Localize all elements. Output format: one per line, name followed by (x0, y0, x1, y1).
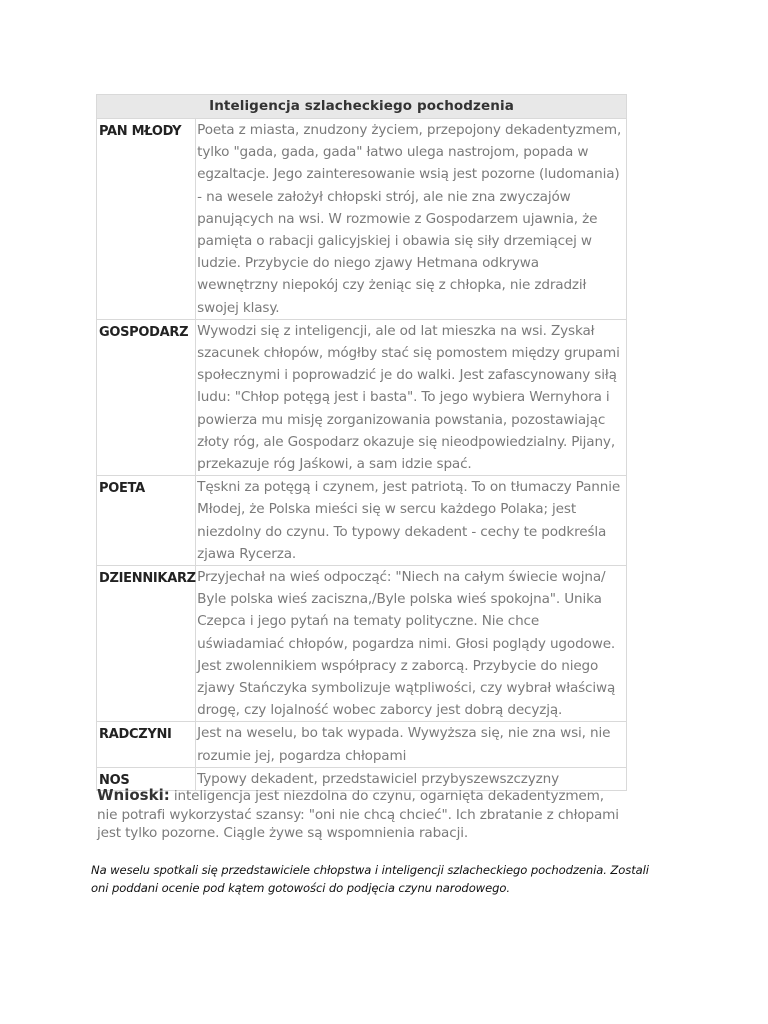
conclusion-text: inteligencja jest niezdolna do czynu, ogarnięta dekadentyzmem, nie potrafi wykorzystać szansy: "oni nie chcą chcieć". Ich zbratanie z chłopami jest tylko pozorne. Ciągle żywe są wspomnienia rabacji. (97, 788, 619, 841)
characters-table (96, 94, 627, 791)
table-title: Inteligencja szlacheckiego pochodzenia (97, 95, 627, 119)
character-description: Poeta z miasta, znudzony życiem, przepojony dekadentyzmem, tylko "gada, gada, gada" łatwo ulega nastrojom, popada w egzaltacje. Jego zainteresowanie wsią jest pozorne (ludomania) - na wesele założył chłopski strój, ale nie zna zwyczajów panujących na wsi. W rozmowie z Gospodarzem ujawnia, że pamięta o rabacji galicyjskiej i obawia się siły drzemiącej w ludzie. Przybycie do niego zjawy Hetmana odkrywa wewnętrzny niepokój czy żeniąc się z chłopka, nie zdradził swojej klasy. (196, 119, 627, 320)
character-name: GOSPODARZ (97, 319, 196, 475)
character-name: DZIENNIKARZ (97, 566, 196, 722)
table-row (97, 319, 627, 475)
footnote-text: Na weselu spotkali się przedstawiciele chłopstwa i inteligencji szlacheckiego pochodzenia. Zostali oni poddani ocenie pod kątem gotowości do podjęcia czynu narodowego. (91, 863, 649, 895)
conclusion-paragraph (97, 786, 622, 843)
character-name: RADCZYNI (97, 722, 196, 767)
table-row (97, 476, 627, 566)
table-row (97, 566, 627, 722)
character-name: NOS (97, 767, 196, 790)
table-row (97, 119, 627, 320)
table-row (97, 722, 627, 767)
table-header-row (97, 95, 627, 119)
character-description: Tęskni za potęgą i czynem, jest patriotą. To on tłumaczy Pannie Młodej, że Polska mieści się w sercu każdego Polaka; jest niezdolny do czynu. To typowy dekadent - cechy te podkreśla zjawa Rycerza. (196, 476, 627, 566)
character-description: Wywodzi się z inteligencji, ale od lat mieszka na wsi. Zyskał szacunek chłopów, mógłby stać się pomostem między grupami społecznymi i poprowadzić je do walki. Jest zafascynowany siłą ludu: "Chłop potęgą jest i basta". To jego wybiera Wernyhora i powierza mu misję zorganizowania powstania, pozostawiając złoty róg, ale Gospodarz okazuje się nieodpowiedzialny. Pijany, przekazuje róg Jaśkowi, a sam idzie spać. (196, 319, 627, 475)
character-description: Jest na weselu, bo tak wypada. Wywyższa się, nie zna wsi, nie rozumie jej, pogardza chłopami (196, 722, 627, 767)
conclusion-label: Wnioski: (97, 786, 170, 804)
character-name: PAN MŁODY (97, 119, 196, 320)
character-description: Typowy dekadent, przedstawiciel przybyszewszczyzny (196, 767, 627, 790)
character-name: POETA (97, 476, 196, 566)
character-description: Przyjechał na wieś odpocząć: "Niech na całym świecie wojna/ Byle polska wieś zaciszna,/Byle polska wieś spokojna". Unika Czepca i jego pytań na tematy polityczne. Nie chce uświadamiać chłopów, pogardza nimi. Głosi poglądy ugodowe. Jest zwolennikiem współpracy z zaborcą. Przybycie do niego zjawy Stańczyka symbolizuje wątpliwości, czy wybrał właściwą drogę, czy lojalność wobec zaborcy jest dobrą decyzją. (196, 566, 627, 722)
